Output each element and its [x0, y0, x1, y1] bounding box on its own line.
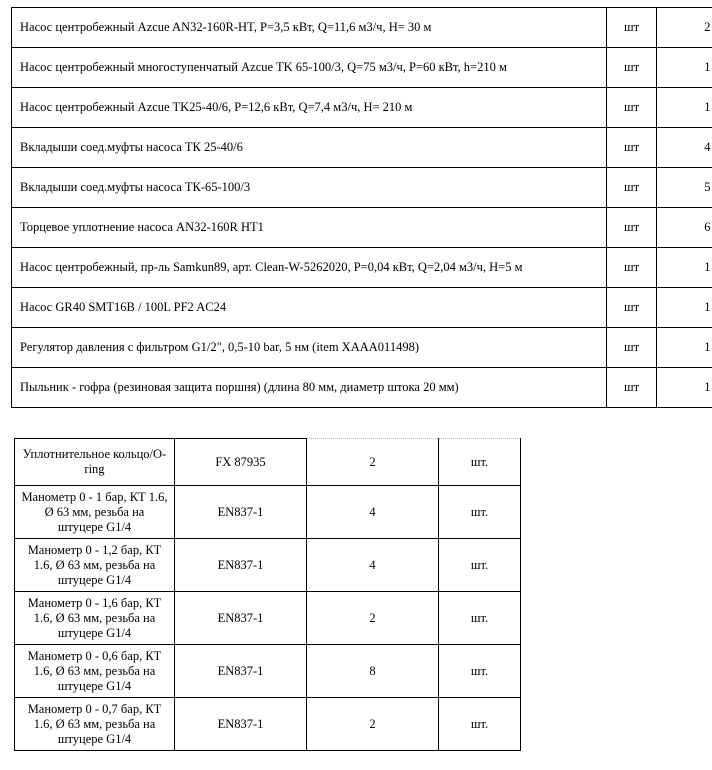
unit-cell: шт.: [439, 439, 521, 486]
item-name-cell: Пыльник - гофра (резиновая защита поршня) (длина 80 мм, диаметр штока 20 мм): [12, 368, 607, 408]
quantity-cell: 4: [307, 486, 439, 539]
quantity-cell: 8: [307, 645, 439, 698]
item-code-cell: EN837-1: [175, 645, 307, 698]
quantity-cell: 4: [307, 539, 439, 592]
quantity-cell: 2: [307, 439, 439, 486]
unit-cell: шт: [607, 368, 657, 408]
quantity-cell: 2: [307, 698, 439, 751]
item-name-cell: Насос центробежный, пр-ль Samkun89, арт. Clean-W-5262020, P=0,04 кВт, Q=2,04 м3/ч, H=5 м: [12, 248, 607, 288]
table-row: [12, 128, 712, 168]
item-code-cell: EN837-1: [175, 486, 307, 539]
quantity-cell: 1: [657, 328, 712, 368]
gauges-table: [14, 438, 521, 751]
quantity-cell: 1: [657, 248, 712, 288]
unit-cell: шт: [607, 328, 657, 368]
table-row: [15, 592, 521, 645]
item-name-cell: Манометр 0 - 0,7 бар, КТ 1.6, Ø 63 мм, резьба на штуцере G1/4: [15, 698, 175, 751]
quantity-cell: 1: [657, 288, 712, 328]
item-name-cell: Вкладыши соед.муфты насоса ТК-65-100/3: [12, 168, 607, 208]
unit-cell: шт: [607, 8, 657, 48]
table-row: [15, 698, 521, 751]
item-name-cell: Насос GR40 SMT16B / 100L PF2 AC24: [12, 288, 607, 328]
item-name-cell: Манометр 0 - 1,6 бар, КТ 1.6, Ø 63 мм, резьба на штуцере G1/4: [15, 592, 175, 645]
item-name-cell: Насос центробежный Azcue TK25-40/6, P=12,6 кВт, Q=7,4 м3/ч, H= 210 м: [12, 88, 607, 128]
table-row: [15, 439, 521, 486]
table-row: [12, 248, 712, 288]
item-name-cell: Вкладыши соед.муфты насоса ТК 25-40/6: [12, 128, 607, 168]
table-row: [12, 8, 712, 48]
unit-cell: шт: [607, 248, 657, 288]
unit-cell: шт.: [439, 645, 521, 698]
table-row: [12, 368, 712, 408]
table-row: [12, 328, 712, 368]
equipment-table: [11, 7, 712, 408]
unit-cell: шт.: [439, 486, 521, 539]
unit-cell: шт.: [439, 698, 521, 751]
table-row: [12, 48, 712, 88]
item-code-cell: EN837-1: [175, 698, 307, 751]
item-code-cell: EN837-1: [175, 539, 307, 592]
item-name-cell: Манометр 0 - 0,6 бар, КТ 1.6, Ø 63 мм, резьба на штуцере G1/4: [15, 645, 175, 698]
table-row: [15, 645, 521, 698]
unit-cell: шт: [607, 168, 657, 208]
quantity-cell: 5: [657, 168, 712, 208]
quantity-cell: 2: [657, 8, 712, 48]
unit-cell: шт: [607, 288, 657, 328]
unit-cell: шт.: [439, 539, 521, 592]
unit-cell: шт: [607, 128, 657, 168]
quantity-cell: 1: [657, 88, 712, 128]
item-name-cell: Насос центробежный многоступенчатый Azcue TK 65-100/3, Q=75 м3/ч, P=60 кВт, h=210 м: [12, 48, 607, 88]
item-name-cell: Манометр 0 - 1 бар, КТ 1.6, Ø 63 мм, резьба на штуцере G1/4: [15, 486, 175, 539]
table-row: [12, 168, 712, 208]
unit-cell: шт: [607, 208, 657, 248]
unit-cell: шт.: [439, 592, 521, 645]
quantity-cell: 1: [657, 48, 712, 88]
quantity-cell: 1: [657, 368, 712, 408]
table-row: [12, 208, 712, 248]
item-name-cell: Уплотнительное кольцо/O-ring: [15, 439, 175, 486]
unit-cell: шт: [607, 88, 657, 128]
item-name-cell: Насос центробежный Azcue AN32-160R-HT, P=3,5 кВт, Q=11,6 м3/ч, H= 30 м: [12, 8, 607, 48]
table-row: [15, 486, 521, 539]
table-row: [15, 539, 521, 592]
quantity-cell: 4: [657, 128, 712, 168]
item-name-cell: Манометр 0 - 1,2 бар, КТ 1.6, Ø 63 мм, резьба на штуцере G1/4: [15, 539, 175, 592]
table-row: [12, 88, 712, 128]
table-row: [12, 288, 712, 328]
quantity-cell: 2: [307, 592, 439, 645]
quantity-cell: 6: [657, 208, 712, 248]
item-code-cell: FX 87935: [175, 439, 307, 486]
item-name-cell: Торцевое уплотнение насоса AN32-160R HT1: [12, 208, 607, 248]
item-name-cell: Регулятор давления с фильтром G1/2", 0,5-10 bar, 5 нм (item XAAA011498): [12, 328, 607, 368]
unit-cell: шт: [607, 48, 657, 88]
item-code-cell: EN837-1: [175, 592, 307, 645]
